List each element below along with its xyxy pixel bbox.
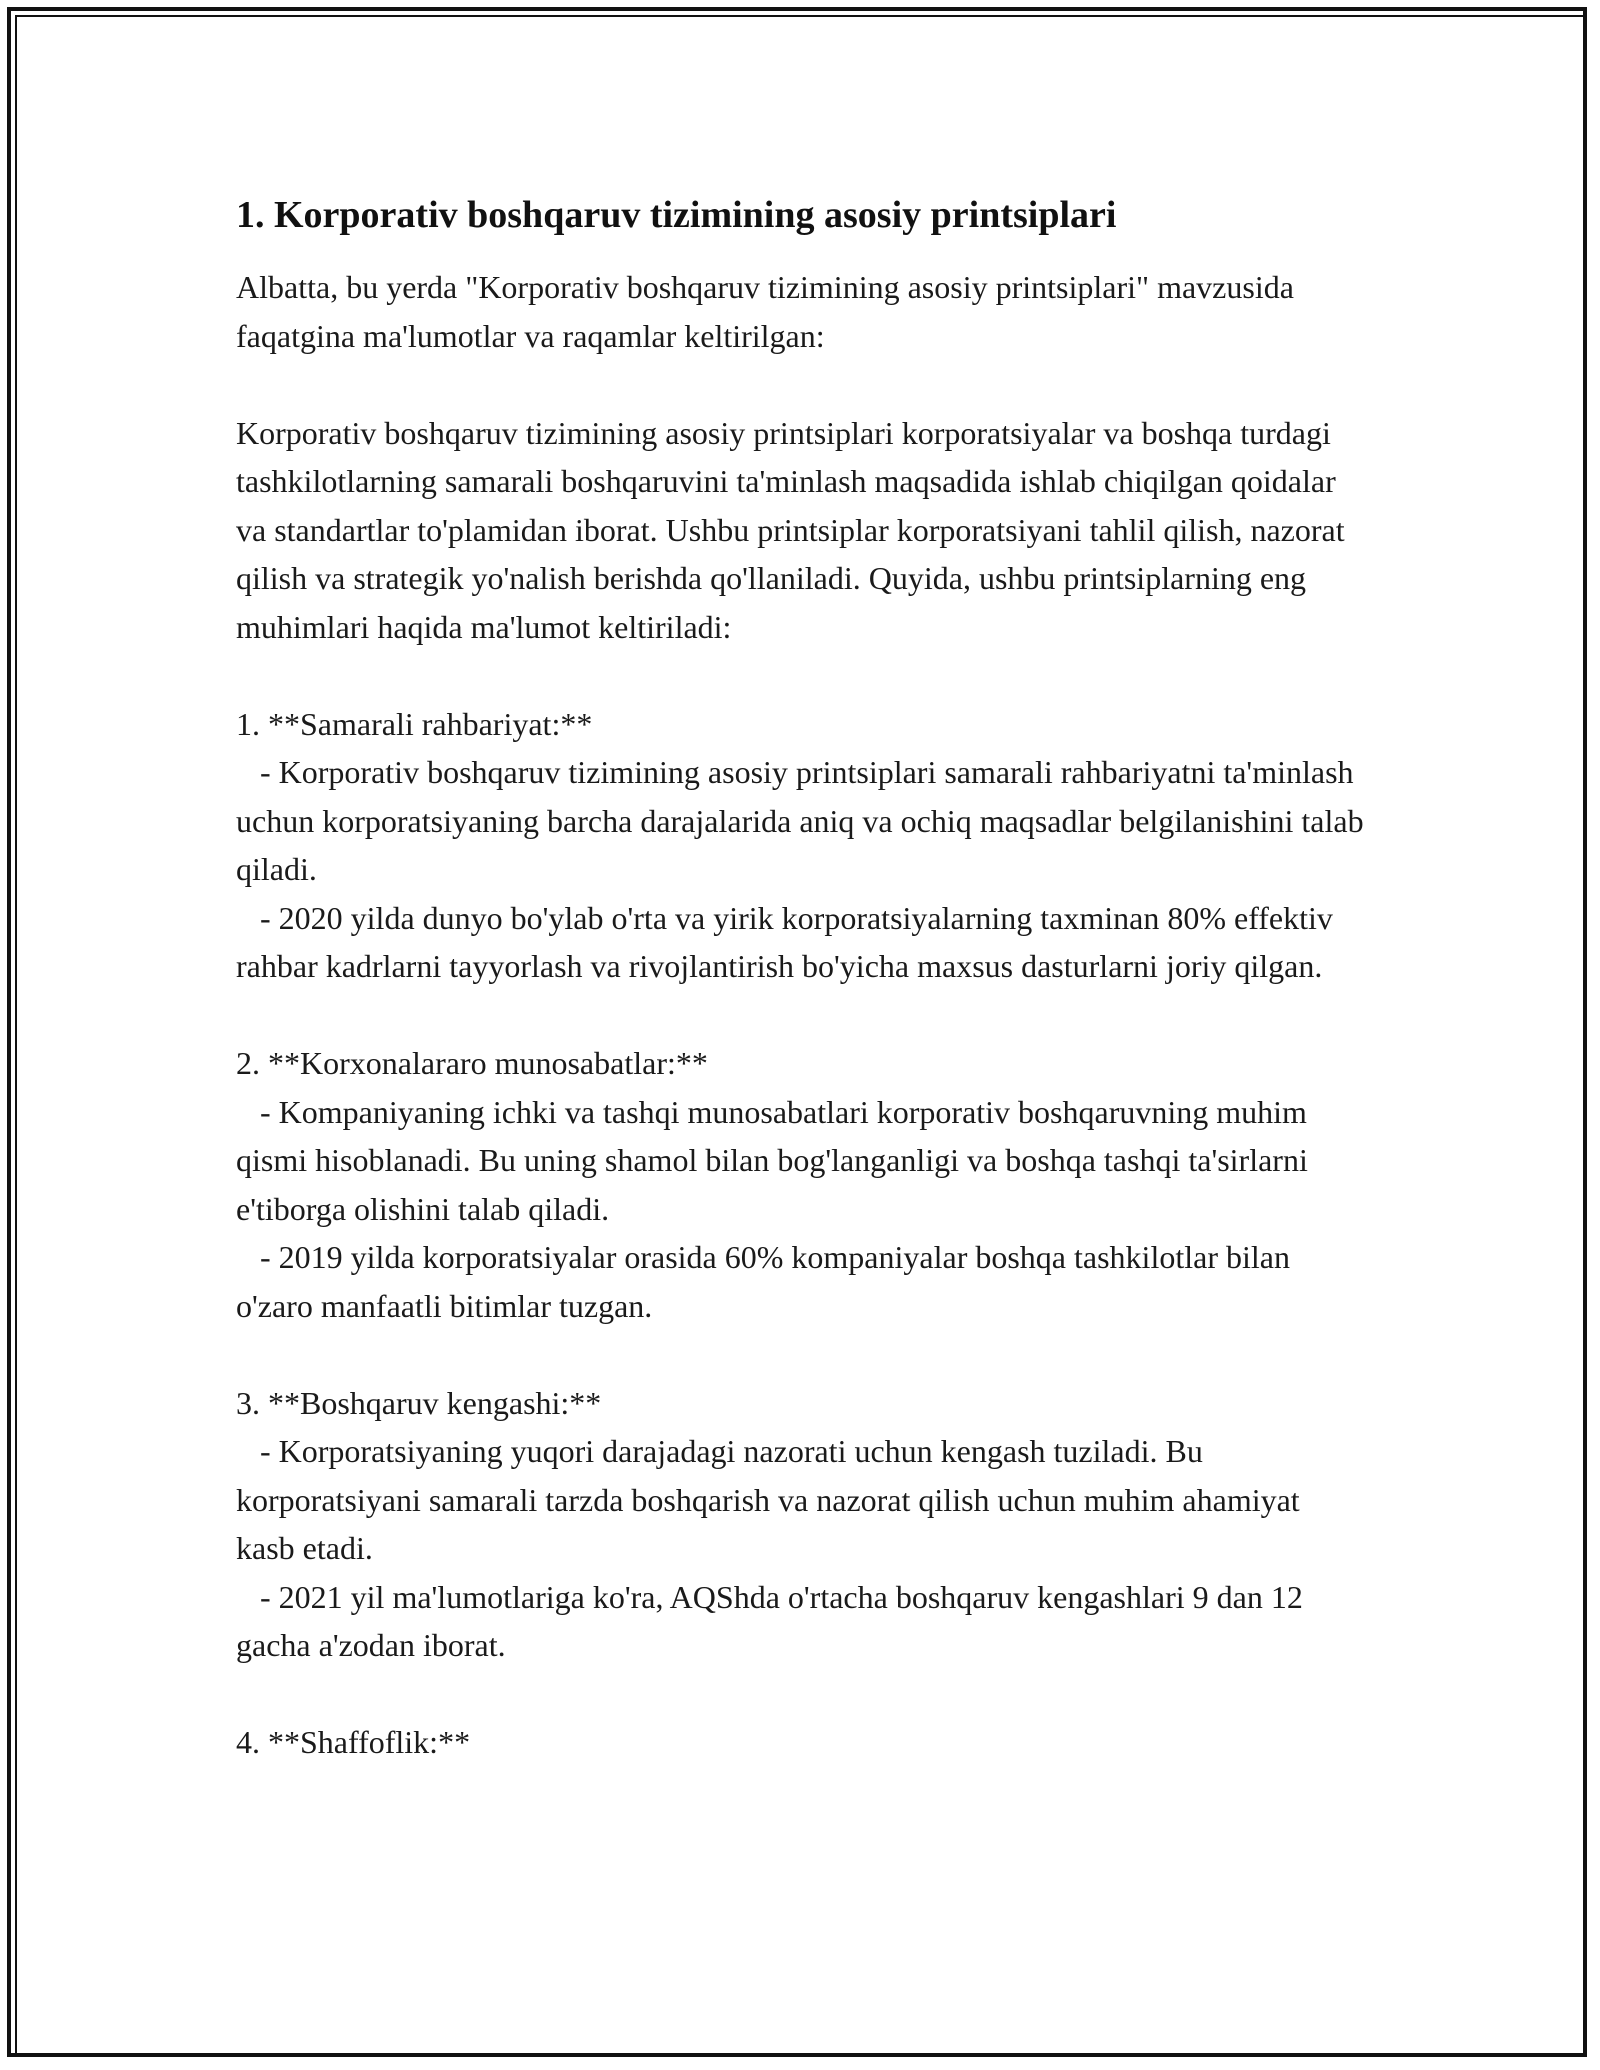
- overview-paragraph: Korporativ boshqaruv tizimining asosiy printsiplari korporatsiyalar va boshqa turdagi tashkilotlarning samarali boshqaruvini ta'minlash maqsadida ishlab chiqilgan qoidalar va standartlar to'plamidan iborat. Ushbu printsiplar korporatsiyani tahlil qilish, nazorat qilish va strategik yo'nalish berishda qo'llaniladi. Quyida, ushbu printsiplarning eng muhimlari haqida ma'lumot keltiriladi:: [236, 414, 1353, 645]
- section-bullet: - 2021 yil ma'lumotlariga ko'ra, AQShda o'rtacha boshqaruv kengashlari 9 dan 12 gacha a'zodan iborat.: [236, 1578, 1311, 1663]
- section-korxonalararo-munosabatlar: [236, 1039, 1366, 1330]
- section-boshqaruv-kengashi: [236, 1379, 1366, 1670]
- section-bullet: - 2019 yilda korporatsiyalar orasida 60% kompaniyalar boshqa tashkilotlar bilan o'zaro manfaatli bitimlar tuzgan.: [236, 1239, 1298, 1324]
- section-shaffoflik: [236, 1718, 1366, 1767]
- document-body: [236, 185, 1372, 1815]
- section-bullet: - Kompaniyaning ichki va tashqi munosabatlari korporativ boshqaruvning muhim qismi hisoblanadi. Bu uning shamol bilan bog'langanligi va boshqa tashqi ta'sirlarni e'tiborga olishini talab qiladi.: [236, 1093, 1316, 1227]
- intro-paragraph: Albatta, bu yerda "Korporativ boshqaruv tizimining asosiy printsiplari" mavzusida faqatgina ma'lumotlar va raqamlar keltirilgan:: [236, 269, 1302, 354]
- section-bullet: - Korporatsiyaning yuqori darajadagi nazorati uchun kengash tuziladi. Bu korporatsiyani samarali tarzda boshqarish va nazorat qilish uchun muhim ahamiyat kasb etadi.: [236, 1433, 1308, 1566]
- document-title: 1. Korporativ boshqaruv tizimining asosiy printsiplari: [236, 194, 1117, 236]
- section-heading: 2. **Korxonalararo munosabatlar:**: [236, 1045, 708, 1081]
- section-bullet: - 2020 yilda dunyo bo'ylab o'rta va yirik korporatsiyalarning taxminan 80% effektiv rahbar kadrlarni tayyorlash va rivojlantirish bo'yicha maxsus dasturlarni joriy qilgan.: [236, 899, 1341, 984]
- section-heading: 1. **Samarali rahbariyat:**: [236, 705, 593, 742]
- section-samarali-rahbariyat: [236, 700, 1372, 991]
- section-bullet: - Korporativ boshqaruv tizimining asosiy printsiplari samarali rahbariyatni ta'minlash uchun korporatsiyaning barcha darajalarida aniq va ochiq maqsadlar belgilanishini talab qiladi.: [236, 754, 1372, 887]
- section-heading: 4. **Shaffoflik:**: [236, 1724, 471, 1760]
- section-heading: 3. **Boshqaruv kengashi:**: [236, 1384, 602, 1421]
